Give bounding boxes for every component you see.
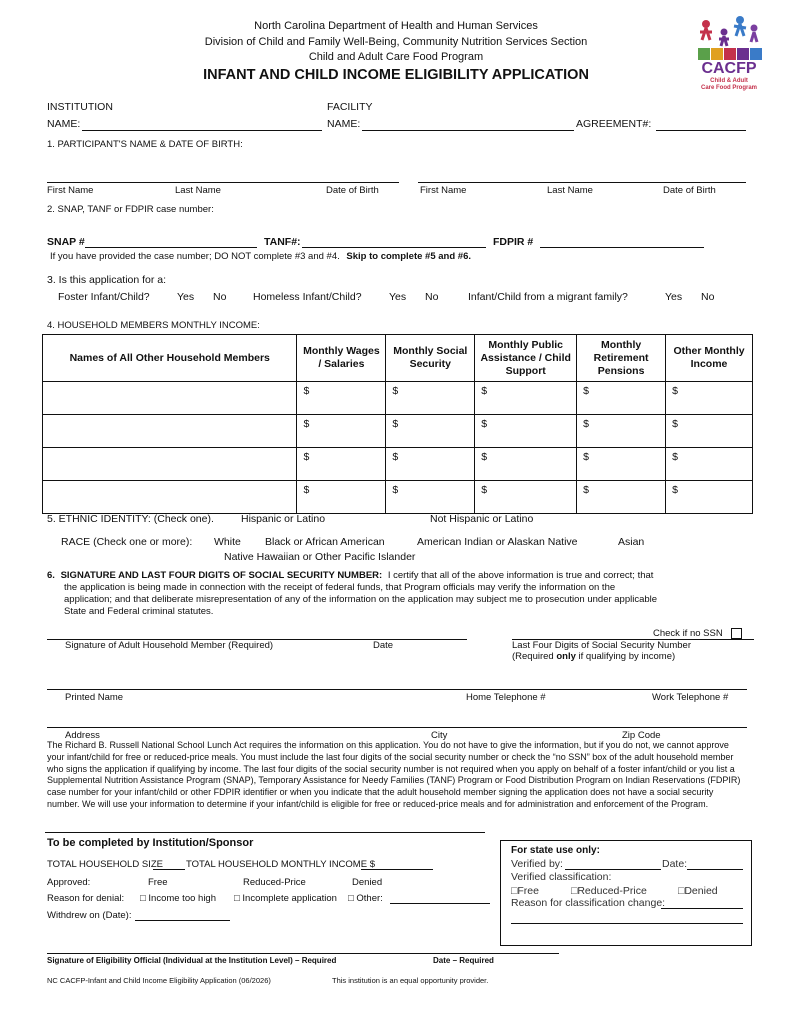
agreement-number-field[interactable] <box>656 130 746 131</box>
q-homeless: Homeless Infant/Child? <box>253 291 362 303</box>
facility-name-field[interactable] <box>362 130 574 131</box>
no-ssn-checkbox[interactable] <box>731 628 742 639</box>
ethnic-hispanic[interactable]: Hispanic or Latino <box>241 513 326 525</box>
withdrew-label: Withdrew on (Date): <box>47 910 132 921</box>
th-social-security: Monthly Social Security <box>386 335 475 382</box>
q-migrant: Infant/Child from a migrant family? <box>468 291 628 303</box>
income-cell[interactable]: $ <box>475 448 577 481</box>
participant1-field[interactable] <box>47 182 399 183</box>
checkbox-icon[interactable]: □ <box>678 885 685 897</box>
agreement-label: AGREEMENT#: <box>576 118 652 130</box>
section5-title: 5. ETHNIC IDENTITY: (Check one). <box>47 513 214 525</box>
income-cell[interactable]: $ <box>577 448 666 481</box>
section6-line1 <box>47 570 653 581</box>
withdrew-date-field[interactable] <box>135 920 230 921</box>
q-migrant-no[interactable]: No <box>701 291 715 303</box>
q-foster-yes[interactable]: Yes <box>177 291 195 303</box>
member-name-cell[interactable] <box>43 481 297 514</box>
official-signature-field[interactable] <box>47 953 559 954</box>
institution-label-top: INSTITUTION <box>47 101 113 113</box>
income-cell[interactable]: $ <box>386 481 475 514</box>
race-black[interactable]: Black or African American <box>265 536 385 548</box>
checkbox-icon[interactable]: □ <box>571 885 578 897</box>
other-label: Other: <box>356 893 383 904</box>
approved-label: Approved: <box>47 877 91 888</box>
col-last-name-2: Last Name <box>547 185 593 196</box>
section6-text3: application; and that deliberate misrepresentation of any of the information on the application may subject me to prosecution under applicable <box>64 594 658 605</box>
th-names: Names of All Other Household Members <box>43 335 297 382</box>
reason-change-field[interactable] <box>661 908 743 909</box>
income-table <box>42 334 753 514</box>
race-white[interactable]: White <box>214 536 241 548</box>
state-free-label: Free <box>517 885 539 897</box>
facility-label-top: FACILITY <box>327 101 373 113</box>
income-cell[interactable]: $ <box>386 448 475 481</box>
state-use-title: For state use only: <box>511 845 600 856</box>
income-high-label: Income too high <box>148 893 216 904</box>
q-homeless-yes[interactable]: Yes <box>389 291 407 303</box>
race-american-indian[interactable]: American Indian or Alaskan Native <box>417 536 578 548</box>
income-cell[interactable]: $ <box>666 415 753 448</box>
last-four-label: Last Four Digits of Social Security Number <box>512 640 691 651</box>
q-foster-no[interactable]: No <box>213 291 227 303</box>
verified-class-label: Verified classification: <box>511 871 612 883</box>
section2-note-text: If you have provided the case number; DO NOT complete #3 and #4. <box>50 251 340 262</box>
city-label: City <box>431 730 448 741</box>
income-cell[interactable]: $ <box>297 382 386 415</box>
income-cell[interactable]: $ <box>475 415 577 448</box>
logo-sub1: Child & Adult <box>710 78 748 84</box>
col-dob-1: Date of Birth <box>326 185 379 196</box>
income-cell[interactable]: $ <box>577 382 666 415</box>
income-cell[interactable]: $ <box>297 448 386 481</box>
checkbox-icon[interactable]: □ <box>140 893 146 904</box>
snap-field[interactable] <box>85 247 257 248</box>
checkbox-icon[interactable]: □ <box>511 885 518 897</box>
section6-num: 6. <box>47 570 55 581</box>
section4-title: 4. HOUSEHOLD MEMBERS MONTHLY INCOME: <box>47 320 260 331</box>
col-last-name-1: Last Name <box>175 185 221 196</box>
institution-label: NAME: <box>47 118 81 130</box>
income-cell[interactable]: $ <box>577 481 666 514</box>
state-free-option[interactable] <box>511 885 539 897</box>
incomplete-option[interactable] <box>234 893 337 904</box>
checkbox-icon[interactable]: □ <box>348 893 354 904</box>
institution-section-title: To be completed by Institution/Sponsor <box>47 837 254 849</box>
required-pre: (Required <box>512 651 557 662</box>
state-denied-option[interactable] <box>678 885 718 897</box>
header-program: Child and Adult Care Food Program <box>308 51 484 63</box>
member-name-cell[interactable] <box>43 415 297 448</box>
address-label: Address <box>65 730 100 741</box>
reason-denial-label: Reason for denial: <box>47 893 125 904</box>
other-reason-field[interactable] <box>390 903 490 904</box>
race-label: RACE (Check one or more): <box>61 536 193 548</box>
home-phone-label: Home Telephone # <box>466 692 546 703</box>
state-denied-label: Denied <box>684 885 718 897</box>
signature-date-label: Date <box>373 640 394 651</box>
logo-text: CACFP <box>701 60 757 77</box>
incomplete-label: Incomplete application <box>242 893 337 904</box>
q-homeless-no[interactable]: No <box>425 291 439 303</box>
th-retirement: Monthly Retirement Pensions <box>577 335 666 382</box>
participant2-field[interactable] <box>418 182 746 183</box>
required-note <box>512 651 675 662</box>
verified-by-label: Verified by: <box>511 858 563 870</box>
race-hawaiian[interactable]: Native Hawaiian or Other Pacific Islander <box>224 551 416 563</box>
th-other-income: Other Monthly Income <box>666 335 753 382</box>
other-option[interactable] <box>348 893 383 904</box>
snap-label: SNAP # <box>47 236 85 248</box>
state-date-field[interactable] <box>687 869 743 870</box>
col-first-name-2: First Name <box>420 185 467 196</box>
section6-text4: State and Federal criminal statutes. <box>64 606 214 617</box>
work-phone-label: Work Telephone # <box>652 692 729 703</box>
checkbox-icon[interactable]: □ <box>234 893 240 904</box>
tanf-label: TANF#: <box>264 236 301 248</box>
approved-denied[interactable]: Denied <box>352 877 383 888</box>
fdpir-field[interactable] <box>540 247 704 248</box>
th-wages: Monthly Wages / Salaries <box>297 335 386 382</box>
q-migrant-yes[interactable]: Yes <box>665 291 683 303</box>
approved-reduced[interactable]: Reduced-Price <box>243 877 306 888</box>
col-first-name-1: First Name <box>47 185 94 196</box>
member-name-cell[interactable] <box>43 448 297 481</box>
section1-title: 1. PARTICIPANT'S NAME & DATE OF BIRTH: <box>47 139 243 150</box>
printed-name-field[interactable] <box>47 689 747 690</box>
income-cell[interactable]: $ <box>666 382 753 415</box>
table-row <box>43 382 753 415</box>
total-size-label: TOTAL HOUSEHOLD SIZE <box>47 859 163 870</box>
fdpir-label: FDPIR # <box>493 236 534 248</box>
income-cell[interactable]: $ <box>386 382 475 415</box>
facility-label: NAME: <box>327 118 361 130</box>
state-reduced-option[interactable] <box>571 885 647 897</box>
section3-title: 3. Is this application for a: <box>47 274 167 286</box>
income-table-header <box>43 335 753 382</box>
signature-label: Signature of Adult Household Member (Required) <box>65 640 274 651</box>
tanf-field[interactable] <box>302 247 486 248</box>
official-signature-label: Signature of Eligibility Official (Individual at the Institution Level) – Required <box>47 956 337 965</box>
ethnic-not-hispanic[interactable]: Not Hispanic or Latino <box>430 513 534 525</box>
cacfp-logo <box>694 14 764 94</box>
check-no-ssn-label: Check if no SSN <box>653 628 723 639</box>
total-size-field[interactable] <box>153 869 185 870</box>
income-cell[interactable]: $ <box>666 448 753 481</box>
section6-text2: the application is being made in connection with the receipt of federal funds, that Program officials may verify the information on the <box>64 582 616 593</box>
header-division: Division of Child and Family Well-Being, Community Nutrition Services Section <box>204 36 588 48</box>
q-foster: Foster Infant/Child? <box>58 291 150 303</box>
total-income-field[interactable] <box>361 869 433 870</box>
table-row <box>43 415 753 448</box>
zip-label: Zip Code <box>622 730 661 741</box>
official-date-label: Date – Required <box>433 956 494 965</box>
page-title: INFANT AND CHILD INCOME ELIGIBILITY APPLICATION <box>203 67 589 83</box>
income-high-option[interactable] <box>140 893 216 904</box>
section2-title: 2. SNAP, TANF or FDPIR case number: <box>47 204 214 215</box>
header-agency: North Carolina Department of Health and Human Services <box>254 20 538 32</box>
th-public-assistance: Monthly Public Assistance / Child Support <box>475 335 577 382</box>
reason-change-label: Reason for classification change: <box>511 897 666 909</box>
state-use-box <box>500 840 752 946</box>
table-row <box>43 481 753 514</box>
equal-opportunity: This institution is an equal opportunity provider. <box>332 976 489 985</box>
total-income-label: TOTAL HOUSEHOLD MONTHLY INCOME $ <box>186 859 375 870</box>
disclaimer-text: The Richard B. Russell National School Lunch Act requires the information on this application. You do not have to give the information, but if you do not, we cannot approve your infant/child for free or reduced-price meals. You must include the last four digits of the social security number or check the “no SSN” box of the adult household member who signs the application if qualifying by income. The last four digits of the social security number is not required when you apply on behalf of a foster infant/child or you list a Supplemental Nutrition Assistance Program (SNAP), Temporary Assistance for Needy Families (TANF) Program or Food Distribution Program on Indian Reservations (FDPIR) case number for your infant/child or other FDPIR identifier or when you indicate that the adult household member signing the application does not have a social security number. We will use your information to determine if your infant/child is eligible for free or reduced-price meals and for administration and enforcement of the Program. <box>47 740 741 809</box>
income-cell[interactable]: $ <box>297 415 386 448</box>
required-post: if qualifying by income) <box>575 651 676 662</box>
address-field[interactable] <box>47 727 747 728</box>
race-asian[interactable]: Asian <box>618 536 645 548</box>
income-cell[interactable]: $ <box>475 382 577 415</box>
reason-change-field-2[interactable] <box>511 923 743 924</box>
institution-divider <box>45 832 485 833</box>
section2-note-bold: Skip to complete #5 and #6. <box>346 251 471 262</box>
section6-text1: I certify that all of the above information is true and correct; that <box>387 570 654 581</box>
printed-name-label: Printed Name <box>65 692 124 703</box>
logo-sub2: Care Food Program <box>700 85 757 91</box>
section6-title: SIGNATURE AND LAST FOUR DIGITS OF SOCIAL SECURITY NUMBER: <box>60 570 383 581</box>
col-dob-2: Date of Birth <box>663 185 716 196</box>
table-row <box>43 448 753 481</box>
form-id: NC CACFP-Infant and Child Income Eligibility Application (06/2026) <box>47 976 271 985</box>
state-reduced-label: Reduced-Price <box>577 885 647 897</box>
income-cell[interactable]: $ <box>297 481 386 514</box>
section2-note <box>50 251 471 262</box>
member-name-cell[interactable] <box>43 382 297 415</box>
income-cell[interactable]: $ <box>475 481 577 514</box>
people-icon <box>694 14 764 64</box>
income-cell[interactable]: $ <box>666 481 753 514</box>
approved-free[interactable]: Free <box>148 877 168 888</box>
required-only: only <box>556 651 576 662</box>
income-cell[interactable]: $ <box>386 415 475 448</box>
institution-name-field[interactable] <box>82 130 322 131</box>
state-date-label: Date: <box>662 858 688 870</box>
income-cell[interactable]: $ <box>577 415 666 448</box>
verified-by-field[interactable] <box>565 869 661 870</box>
